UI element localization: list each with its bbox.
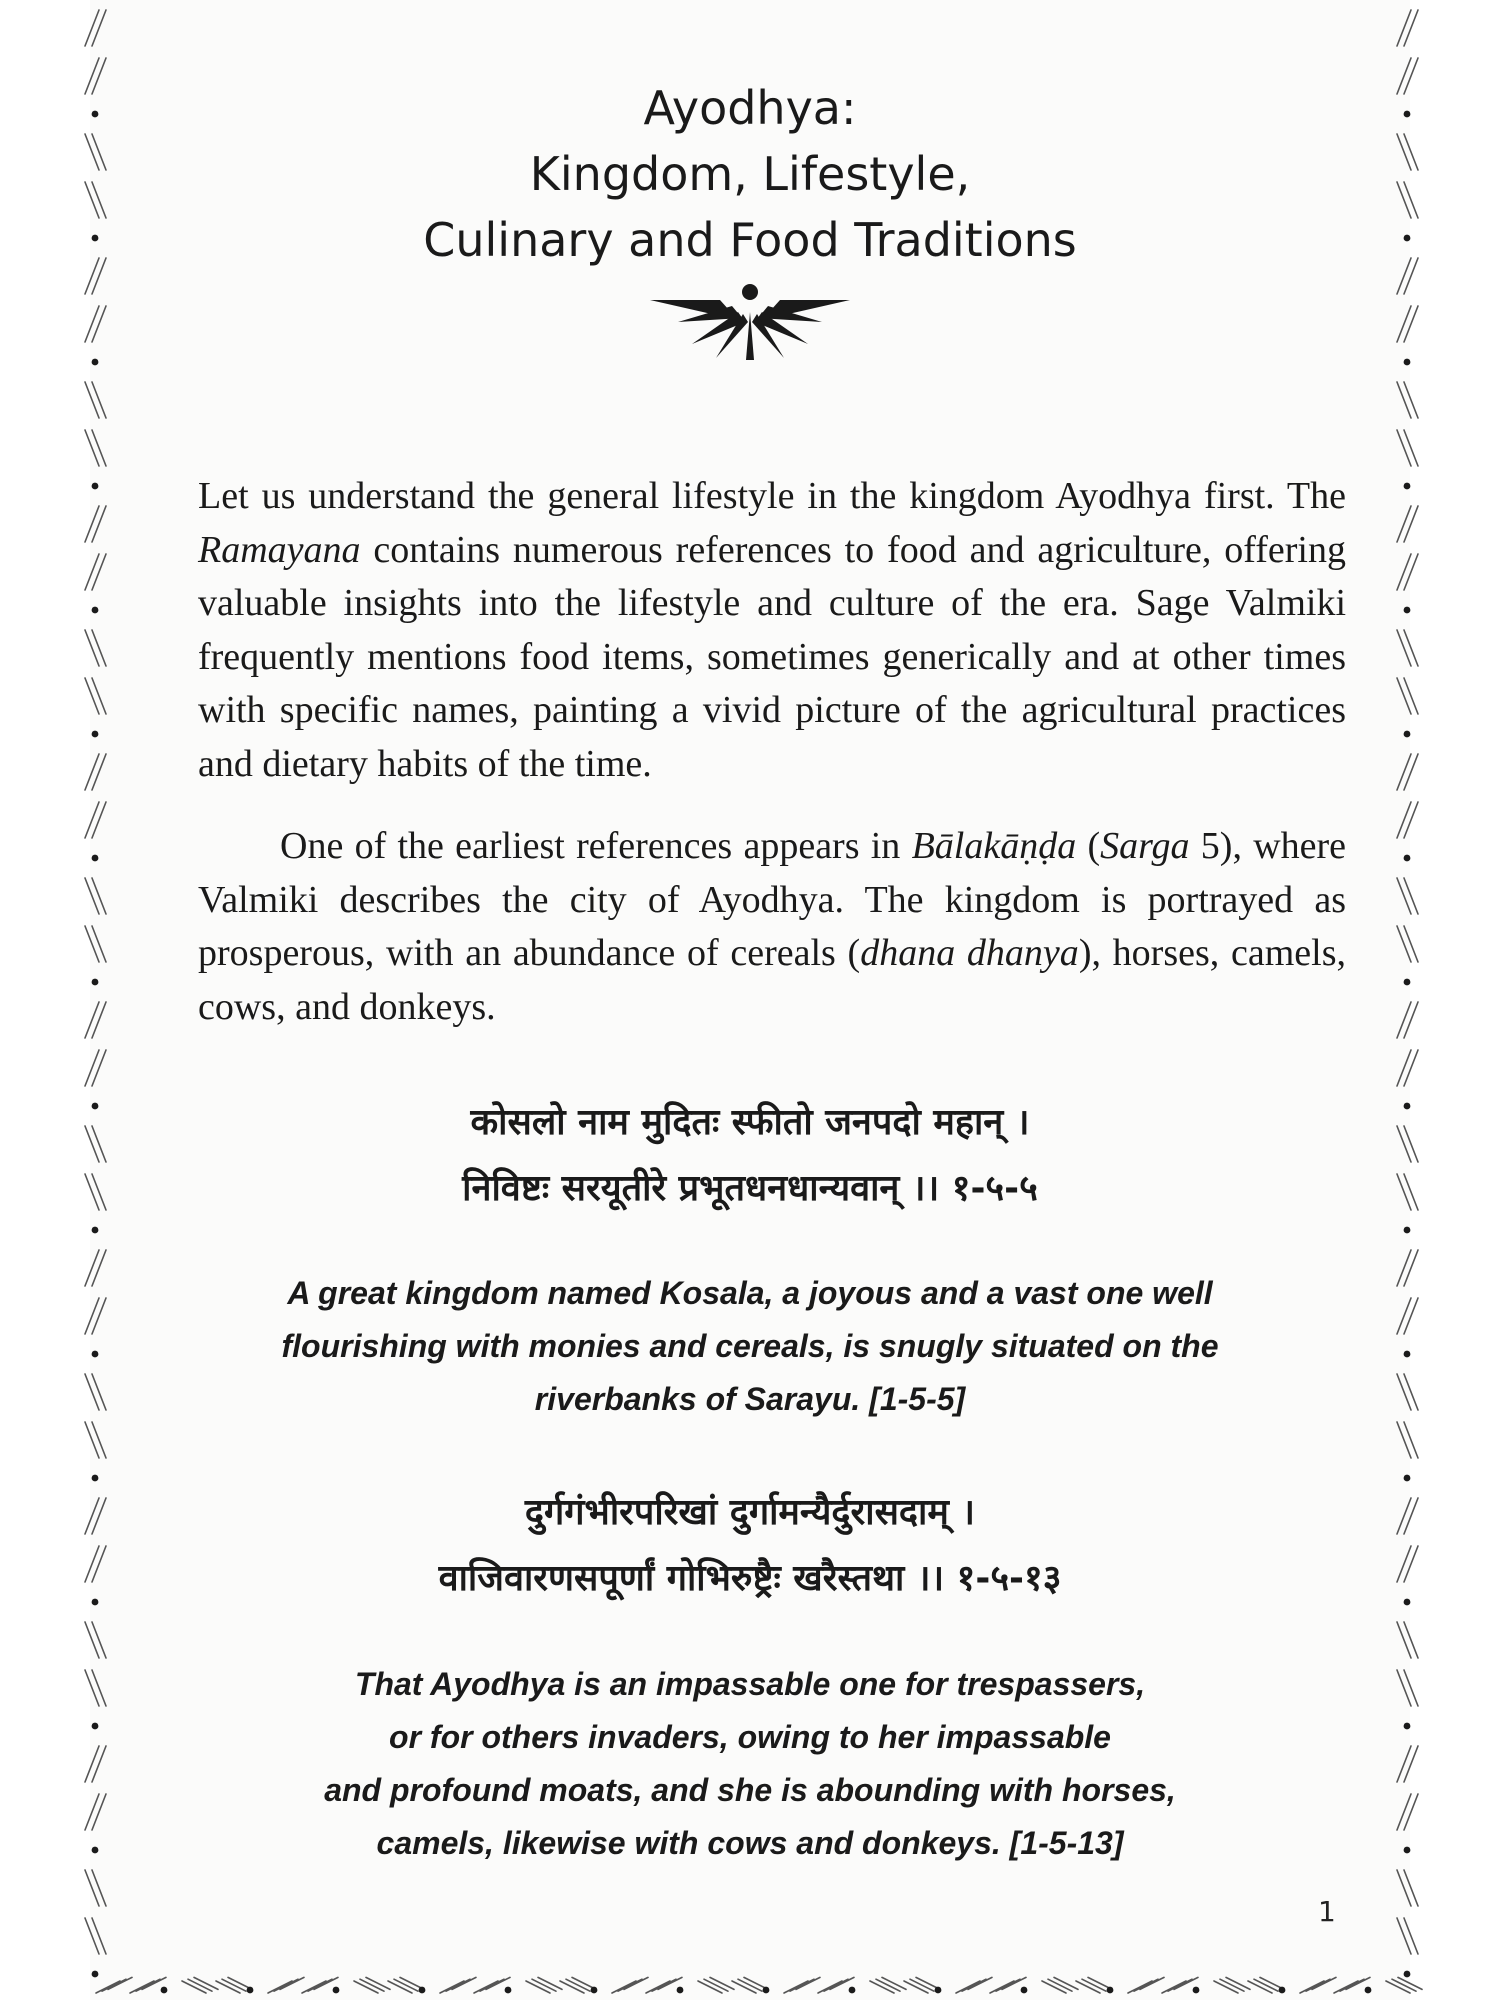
p2-italic-dhana-dhanya: dhana dhanya (860, 932, 1079, 974)
p1-text-b: contains numerous references to food and agriculture, offering valuable insights into the lifestyle and culture of the era. Sage Valmiki frequently mentions food items, sometimes generically and at other times with specific names, painting a vivid picture of the agricultural practices and dietary habits of the time. (198, 528, 1346, 785)
sanskrit-verse-2 (250, 1480, 1250, 1612)
p2-text-c: 5), where Valmiki describes the city of Ayodhya. The kingdom is portrayed as prosperous, with an abundance of cereals ( (198, 825, 1347, 974)
sunburst-ornament-icon (650, 282, 850, 362)
left-border-pattern (85, 10, 106, 1977)
title-line-3: Culinary and Food Traditions (423, 213, 1077, 267)
verse2-line-1: दुर्गगंभीरपरिखां दुर्गामन्यैर्दुरासदाम् । (524, 1492, 976, 1533)
verse1-line-1: कोसलो नाम मुदितः स्फीतो जनपदो महान् । (470, 1102, 1030, 1143)
chapter-title (250, 75, 1250, 273)
p2-text-b: ( (1076, 825, 1101, 867)
sanskrit-verse-1 (250, 1090, 1250, 1222)
p2-text-a: One of the earliest references appears in (280, 825, 912, 867)
title-line-1: Ayodhya: (643, 81, 857, 135)
verse1-line-2: निविष्टः सरयूतीरे प्रभूतधनधान्यवान् ।। १-५-५ (462, 1168, 1038, 1209)
bottom-border-pattern (96, 1977, 1422, 1993)
intro-paragraph (198, 470, 1346, 791)
translation-2 (230, 1658, 1270, 1870)
translation2-line-4: camels, likewise with cows and donkeys. [1-5-13] (376, 1825, 1124, 1861)
verse2-line-2: वाजिवारणसपूर्णां गोभिरुष्ट्रैः खरैस्तथा ।। १-५-१३ (438, 1558, 1062, 1599)
page-number: 1 (1318, 1895, 1336, 1928)
translation2-line-1: That Ayodhya is an impassable one for trespassers, (354, 1666, 1146, 1702)
title-line-2: Kingdom, Lifestyle, (529, 147, 971, 201)
translation1-line-3: riverbanks of Sarayu. [1-5-5] (534, 1381, 966, 1417)
right-border-pattern (1397, 10, 1418, 1977)
translation2-line-3: and profound moats, and she is abounding with horses, (324, 1772, 1176, 1808)
translation1-line-2: flourishing with monies and cereals, is snugly situated on the (281, 1328, 1219, 1364)
second-paragraph (198, 820, 1346, 1034)
translation1-line-1: A great kingdom named Kosala, a joyous and a vast one well (287, 1275, 1213, 1311)
p2-italic-balakanda: Bālakāṇḍa (911, 825, 1077, 867)
p1-text-a: Let us understand the general lifestyle in the kingdom Ayodhya first. The (198, 475, 1346, 517)
translation2-line-2: or for others invaders, owing to her impassable (389, 1719, 1111, 1755)
p2-italic-sarga: Sarga (1100, 825, 1190, 867)
translation-1 (230, 1267, 1270, 1426)
p2-text-d: ), horses, camels, cows, and donkeys. (198, 932, 1346, 1028)
p1-italic-ramayana: Ramayana (198, 528, 361, 571)
